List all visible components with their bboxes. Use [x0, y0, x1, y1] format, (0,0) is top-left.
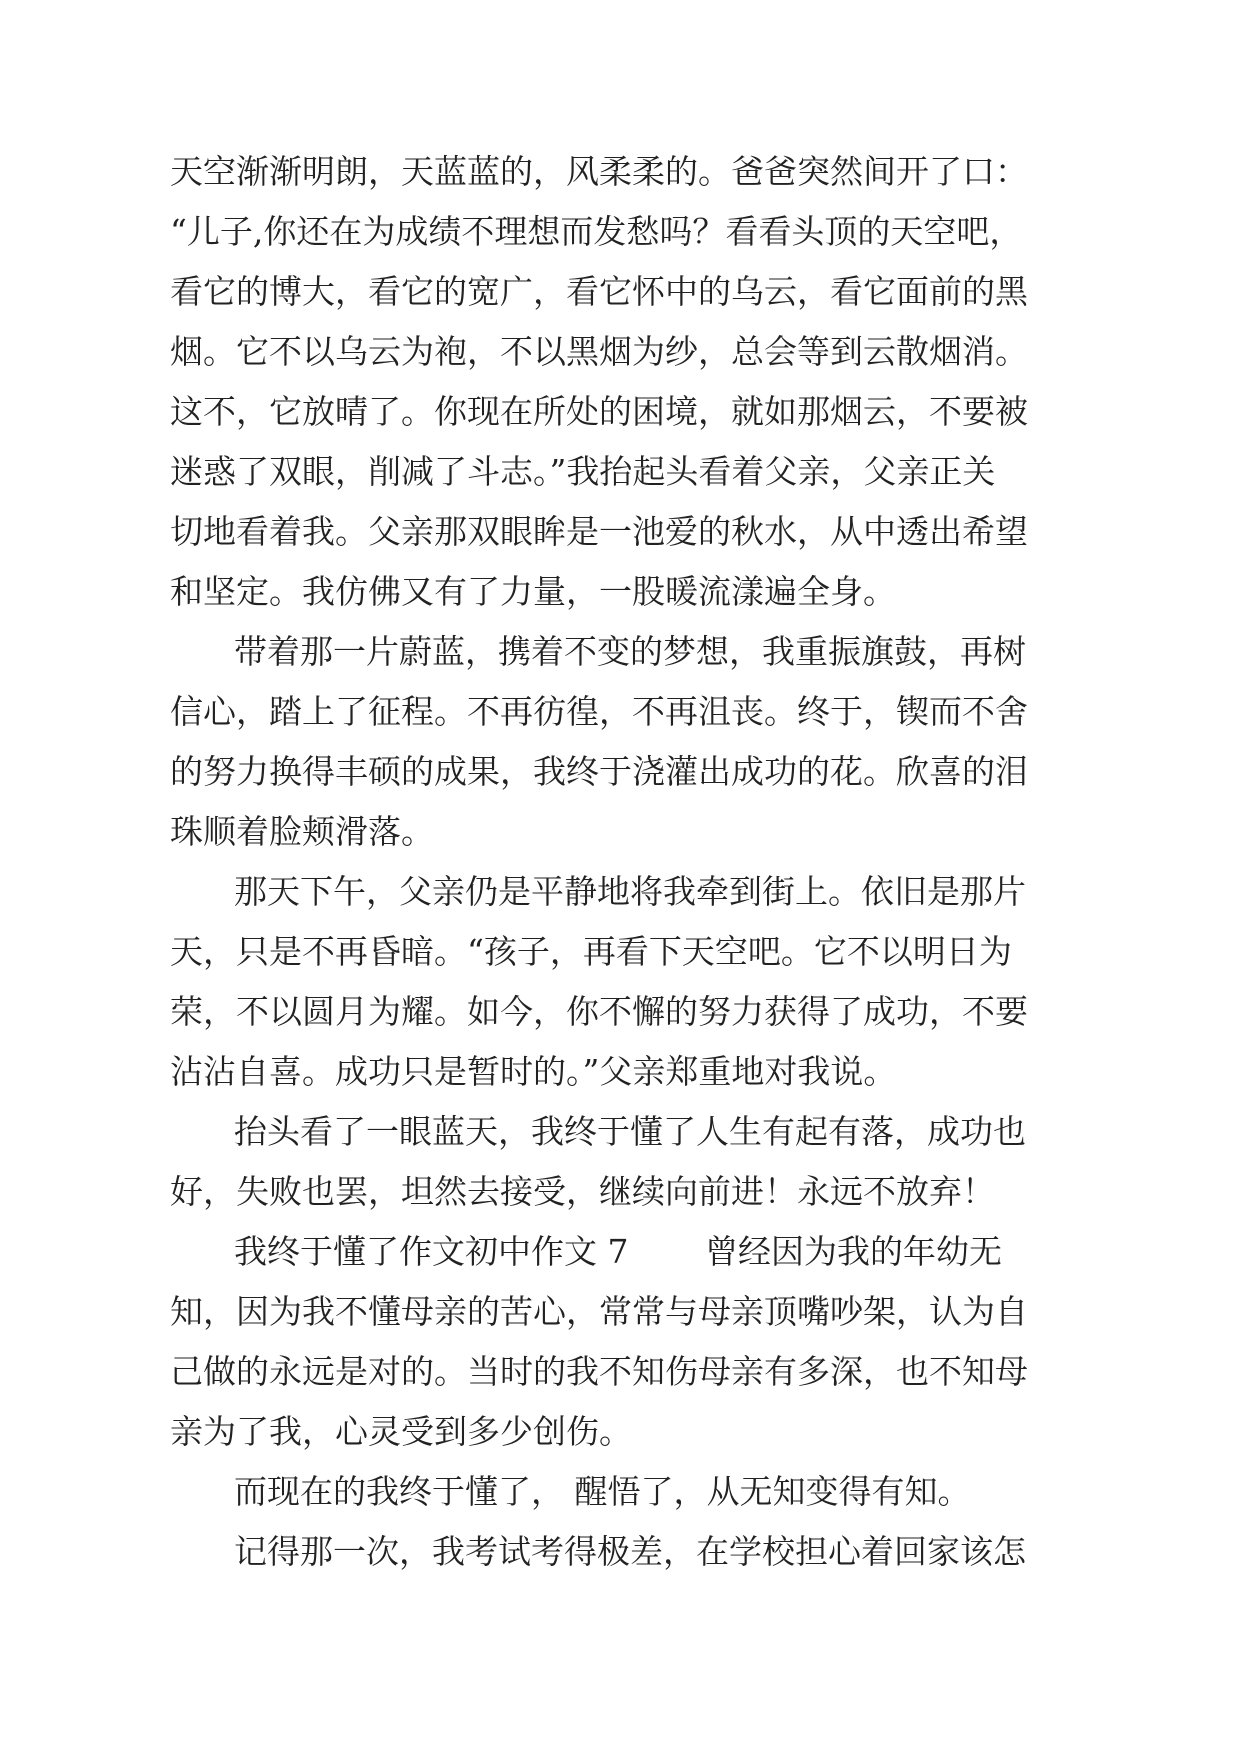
- text-line: “儿子,你还在为成绩不理想而发愁吗？看看头顶的天空吧，: [170, 212, 1023, 251]
- text-line: 知，因为我不懂母亲的苦心，常常与母亲顶嘴吵架，认为自: [170, 1292, 1028, 1331]
- essay-heading-line: 我终于懂了作文初中作文 7 曾经因为我的年幼无: [234, 1232, 1002, 1271]
- text-line: 烟。它不以乌云为袍，不以黑烟为纱，总会等到云散烟消。: [170, 332, 1028, 371]
- paragraph-first-line: 记得那一次，我考试考得极差，在学校担心着回家该怎: [234, 1532, 1026, 1571]
- text-line: 信心，踏上了征程。不再彷徨，不再沮丧。终于，锲而不舍: [170, 692, 1028, 731]
- text-line: 天，只是不再昏暗。“孩子，再看下天空吧。它不以明日为: [170, 932, 1012, 971]
- text-line: 迷惑了双眼，削减了斗志。”我抬起头看着父亲，父亲正关: [170, 452, 996, 491]
- text-line: 天空渐渐明朗，天蓝蓝的，风柔柔的。爸爸突然间开了口：: [170, 152, 1028, 191]
- paragraph-first-line: 带着那一片蔚蓝，携着不变的梦想，我重振旗鼓，再树: [234, 632, 1026, 671]
- text-line: 这不，它放晴了。你现在所处的困境，就如那烟云，不要被: [170, 392, 1028, 431]
- text-line: 好，失败也罢，坦然去接受，继续向前进！永远不放弃！: [170, 1172, 995, 1211]
- text-line: 和坚定。我仿佛又有了力量，一股暖流漾遍全身。: [170, 572, 896, 611]
- paragraph-first-line: 那天下午，父亲仍是平静地将我牵到街上。依旧是那片: [234, 872, 1026, 911]
- text-line: 荣，不以圆月为耀。如今，你不懈的努力获得了成功，不要: [170, 992, 1028, 1031]
- paragraph-first-line: 而现在的我终于懂了， 醒悟了，从无知变得有知。: [234, 1472, 971, 1511]
- text-line: 的努力换得丰硕的成果，我终于浇灌出成功的花。欣喜的泪: [170, 752, 1028, 791]
- paragraph-first-line: 抬头看了一眼蓝天，我终于懂了人生有起有落，成功也: [234, 1112, 1026, 1151]
- text-line: 亲为了我，心灵受到多少创伤。: [170, 1412, 632, 1451]
- text-line: 沾沾自喜。成功只是暂时的。”父亲郑重地对我说。: [170, 1052, 897, 1091]
- text-line: 切地看着我。父亲那双眼眸是一池爱的秋水，从中透出希望: [170, 512, 1028, 551]
- text-line: 己做的永远是对的。当时的我不知伤母亲有多深，也不知母: [170, 1352, 1028, 1391]
- text-line: 珠顺着脸颊滑落。: [170, 812, 434, 851]
- text-line: 看它的博大，看它的宽广，看它怀中的乌云，看它面前的黑: [170, 272, 1028, 311]
